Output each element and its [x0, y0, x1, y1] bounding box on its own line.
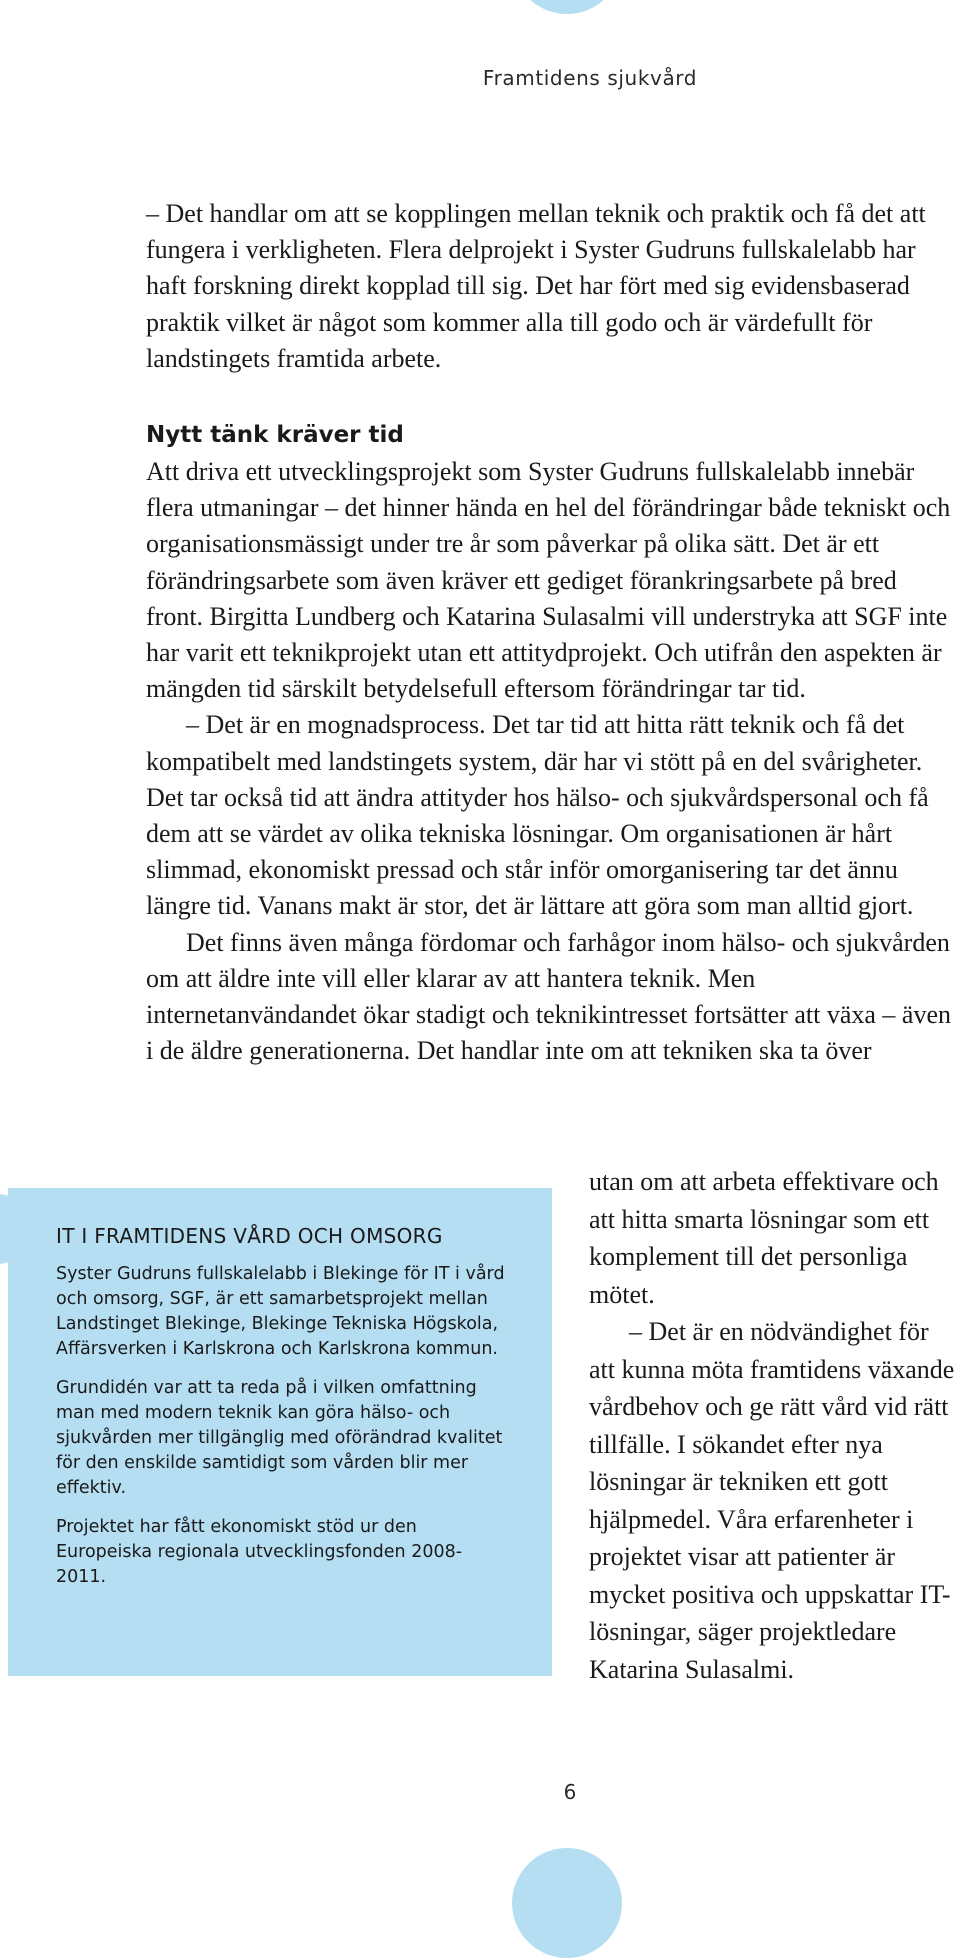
info-box-paragraph: Syster Gudruns fullskalelabb i Blekinge för IT i vård och omsorg, SGF, är ett samarbetsprojekt mellan Landstinget Blekinge, Blekinge Tekniska Högskola, Affärsverken i Karlskrona och Karlskrona kommun.	[56, 1264, 505, 1359]
info-box-paragraph: Projektet har fått ekonomiskt stöd ur den Europeiska regionala utvecklingsfonden 2008-2011.	[56, 1517, 463, 1587]
right-column	[589, 1163, 960, 1688]
page-number: 6	[563, 1780, 577, 1804]
right-column-paragraph: – Det är en nödvändighet för att kunna möta framtidens växande vårdbehov och ge rätt vård vid rätt tillfälle. I sökandet efter nya lösningar är tekniken ett gott hjälpmedel. Våra erfarenheter i projektet visar att patienter är mycket positiva och uppskattar IT-lösningar, säger projektledare Katarina Sulasalmi.	[589, 1317, 955, 1684]
section-body	[146, 454, 958, 1069]
section-paragraph: Det finns även många fördomar och farhågor inom hälso- och sjukvården om att äldre inte vill eller klarar av att hantera teknik. Men internetanvändandet ökar stadigt och teknikintresset fortsätter att växa – även i de äldre generationerna. Det handlar inte om att tekniken ska ta över	[146, 927, 951, 1066]
info-box-paragraph: Grundidén var att ta reda på i vilken omfattning man med modern teknik kan göra hälso- och sjukvården mer tillgänglig med oförändrad kvalitet för den enskilde samtidigt som vården blir mer effektiv.	[56, 1378, 503, 1498]
right-column-paragraph: utan om att arbeta effektivare och att hitta smarta lösningar som ett komplement till det personliga mötet.	[589, 1167, 939, 1309]
intro-paragraph: – Det handlar om att se kopplingen mellan teknik och praktik och få det att fungera i verkligheten. Flera delprojekt i Syster Gudruns fullskalelabb har haft forskning direkt kopplad till sig. Det har fört med sig evidensbaserad praktik vilket är något som kommer alla till godo och är värdefullt för landstingets framtida arbete.	[146, 199, 926, 373]
decorative-circle-top	[512, 0, 622, 14]
section-paragraph: – Det är en mognadsprocess. Det tar tid att hitta rätt teknik och få det kompatibelt med landstingets system, där har vi stött på en del svårigheter. Det tar också tid att ändra attityder hos hälso- och sjukvårdspersonal och få dem att se värdet av olika tekniska lösningar. Om organisationen är hårt slimmad, ekonomiskt pressad och står inför omorganisering tar det ännu längre tid. Vanans makt är stor, det är lättare att göra som man alltid gjort.	[146, 710, 929, 921]
running-head: Framtidens sjukvård	[482, 66, 698, 90]
section-heading: Nytt tänk kräver tid	[146, 422, 404, 448]
info-box	[8, 1188, 552, 1676]
info-box-title: IT I FRAMTIDENS VÅRD OCH OMSORG	[56, 1224, 443, 1248]
decorative-circle-bottom	[512, 1848, 622, 1958]
section-paragraph: Att driva ett utvecklingsprojekt som Syster Gudruns fullskalelabb innebär flera utmaningar – det hinner hända en hel del förändringar både tekniskt och organisationsmässigt under tre år som påverkar på olika sätt. Det är ett förändringsarbete som även kräver ett gediget förankringsarbete på bred front. Birgitta Lundberg och Katarina Sulasalmi vill understryka att SGF inte har varit ett teknikprojekt utan ett attitydprojekt. Och utifrån den aspekten är mängden tid särskilt betydelsefull eftersom förändringar tar tid.	[146, 457, 951, 704]
